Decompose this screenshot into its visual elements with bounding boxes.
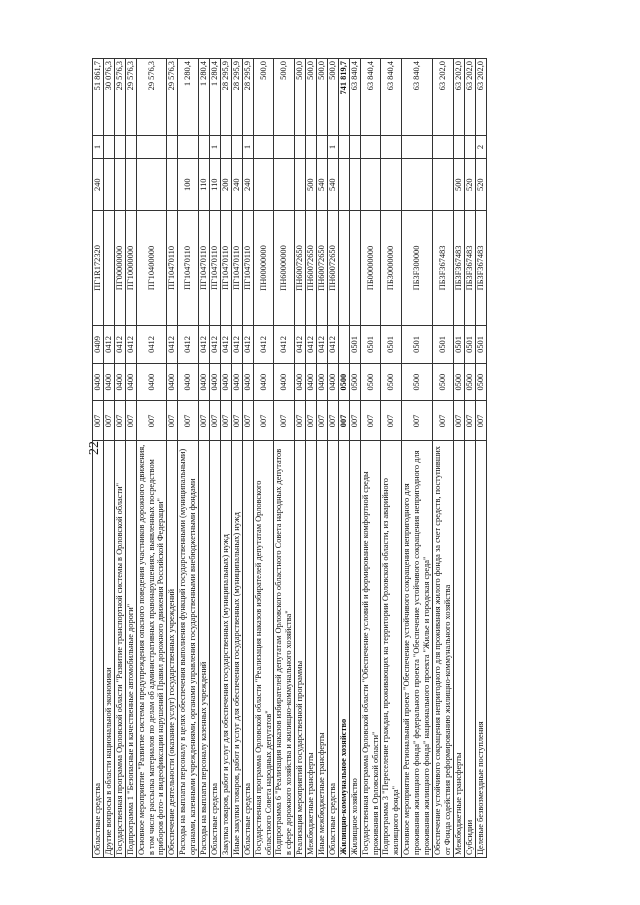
cell-admin: 007 [349, 401, 360, 441]
cell-vr: 100 [178, 159, 199, 210]
cell-sec: 0400 [306, 363, 317, 401]
cell-vr: 520 [464, 159, 475, 210]
cell-vr [433, 159, 454, 210]
cell-sub [338, 326, 349, 364]
page-number: 22 [87, 441, 102, 455]
cell-amt: 1 280,4 [178, 59, 199, 136]
cell-n1 [125, 135, 136, 159]
cell-name: Областные средства [209, 441, 220, 858]
cell-sub: 0409 [93, 326, 104, 364]
cell-sub: 0412 [306, 326, 317, 364]
cell-vr [402, 159, 433, 210]
cell-amt: 28 295,9 [242, 59, 253, 136]
table-row [317, 59, 328, 858]
cell-sec: 0400 [114, 363, 125, 401]
cell-sub: 0501 [433, 326, 454, 364]
cell-tgt [349, 210, 360, 325]
cell-vr: 520 [475, 159, 486, 210]
cell-name: Иные закупки товаров, работ и услуг для обеспечения государственных (муниципальных) нужд [231, 441, 242, 858]
cell-vr [253, 159, 274, 210]
cell-name: Подпрограмма 1 "Безопасные и качественные автомобильные дороги" [125, 441, 136, 858]
cell-sec: 0400 [317, 363, 328, 401]
cell-tgt: ПБ30000000 [381, 210, 402, 325]
cell-n1 [199, 135, 210, 159]
cell-n1 [360, 135, 381, 159]
cell-amt: 500,0 [295, 59, 306, 136]
cell-name: Подпрограмма 6 "Реализация наказов избирателей депутатам Орловского областного Совета народных депутатов в сфере дорожного хозяйства и жилищно-коммунального хозяйства" [274, 441, 295, 858]
cell-amt: 63 202,0 [453, 59, 464, 136]
cell-tgt: ПН60072650 [317, 210, 328, 325]
cell-amt: 63 202,0 [464, 59, 475, 136]
cell-name: Подпрограмма 3 "Переселение граждан, проживающих на территории Орловской области, из аварийного жилищного фонда" [381, 441, 402, 858]
cell-amt: 1 280,4 [209, 59, 220, 136]
cell-vr [103, 159, 114, 210]
cell-admin: 007 [136, 401, 167, 441]
cell-vr [338, 159, 349, 210]
budget-table [92, 58, 487, 858]
cell-n1 [231, 135, 242, 159]
cell-amt: 29 576,3 [136, 59, 167, 136]
cell-sub: 0501 [381, 326, 402, 364]
cell-n1: 1 [242, 135, 253, 159]
cell-sec: 0500 [360, 363, 381, 401]
cell-sub: 0412 [317, 326, 328, 364]
cell-name: Жилищно-коммунальное хозяйство [338, 441, 349, 858]
cell-name: Субсидии [464, 441, 475, 858]
cell-tgt: ПН60072650 [295, 210, 306, 325]
cell-name: Основное мероприятие Региональный проект "Обеспечение устойчивого сокращения непригодного для проживания жилищного фонда" федерального проекта "Обеспечение устойчивого сокращения непригодного для проживания жилищного фонда" национального проекта "Жилье и городская среда" [402, 441, 433, 858]
cell-vr [274, 159, 295, 210]
cell-sec: 0400 [93, 363, 104, 401]
cell-n1 [317, 135, 328, 159]
cell-sub: 0412 [125, 326, 136, 364]
table-row [199, 59, 210, 858]
cell-vr [295, 159, 306, 210]
cell-n1 [220, 135, 231, 159]
cell-name: Реализация мероприятий государственной программы [295, 441, 306, 858]
table-row [360, 59, 381, 858]
cell-admin: 007 [274, 401, 295, 441]
cell-sub: 0412 [167, 326, 178, 364]
cell-admin: 007 [360, 401, 381, 441]
cell-sub: 0412 [242, 326, 253, 364]
cell-sec: 0400 [199, 363, 210, 401]
cell-tgt: ПГ10400000 [136, 210, 167, 325]
cell-n1 [306, 135, 317, 159]
cell-tgt [338, 210, 349, 325]
table-row [178, 59, 199, 858]
cell-name: Обеспечение устойчивого сокращения непригодного для проживания жилого фонда за счет средств, поступивших от Фонда содействия реформированию жилищно-коммунального хозяйства [433, 441, 454, 858]
cell-amt: 63 202,0 [475, 59, 486, 136]
table-row [475, 59, 486, 858]
table-row [306, 59, 317, 858]
cell-admin: 007 [295, 401, 306, 441]
cell-n1 [433, 135, 454, 159]
table-row [125, 59, 136, 858]
table-row [209, 59, 220, 858]
cell-n1 [338, 135, 349, 159]
cell-name: Другие вопросы в области национальной экономики [103, 441, 114, 858]
cell-tgt: ПН60000000 [274, 210, 295, 325]
table-row [136, 59, 167, 858]
cell-amt: 63 840,4 [381, 59, 402, 136]
cell-name: Жилищное хозяйство [349, 441, 360, 858]
cell-name: Областные средства [242, 441, 253, 858]
cell-tgt: ПГ10470110 [231, 210, 242, 325]
cell-vr: 240 [242, 159, 253, 210]
cell-vr: 240 [93, 159, 104, 210]
cell-admin: 007 [338, 401, 349, 441]
cell-amt: 1 280,4 [199, 59, 210, 136]
cell-tgt: ПН00000000 [253, 210, 274, 325]
cell-sub: 0412 [136, 326, 167, 364]
table-row [402, 59, 433, 858]
cell-vr: 110 [209, 159, 220, 210]
cell-admin: 007 [402, 401, 433, 441]
cell-amt: 63 202,0 [433, 59, 454, 136]
table-row [327, 59, 338, 858]
table-row [453, 59, 464, 858]
cell-amt: 29 576,3 [167, 59, 178, 136]
cell-vr [360, 159, 381, 210]
cell-sub: 0412 [209, 326, 220, 364]
cell-tgt: ПГ10000000 [125, 210, 136, 325]
cell-n1 [178, 135, 199, 159]
cell-admin: 007 [306, 401, 317, 441]
cell-sub: 0412 [178, 326, 199, 364]
cell-admin: 007 [103, 401, 114, 441]
cell-n1: 1 [327, 135, 338, 159]
cell-tgt: ПБ3F367483 [464, 210, 475, 325]
cell-admin: 007 [253, 401, 274, 441]
cell-sec: 0400 [125, 363, 136, 401]
cell-name: Межбюджетные трансферты [306, 441, 317, 858]
cell-sub: 0501 [475, 326, 486, 364]
cell-admin: 007 [464, 401, 475, 441]
cell-amt: 29 576,3 [125, 59, 136, 136]
cell-sec: 0400 [231, 363, 242, 401]
cell-sec: 0400 [242, 363, 253, 401]
cell-n1 [114, 135, 125, 159]
cell-n1: 1 [209, 135, 220, 159]
table-body [93, 59, 487, 858]
cell-admin: 007 [114, 401, 125, 441]
cell-amt: 51 861,7 [93, 59, 104, 136]
cell-admin: 007 [199, 401, 210, 441]
table-row [295, 59, 306, 858]
cell-amt: 28 295,9 [231, 59, 242, 136]
table-row [381, 59, 402, 858]
cell-sub: 0412 [231, 326, 242, 364]
cell-name: Государственная программа Орловской области "Обеспечение условий и формирование комфортной среды проживания в Орловской области" [360, 441, 381, 858]
cell-n1 [464, 135, 475, 159]
cell-sec: 0500 [381, 363, 402, 401]
cell-sec: 0400 [103, 363, 114, 401]
cell-admin: 007 [209, 401, 220, 441]
cell-sec: 0400 [327, 363, 338, 401]
cell-sec: 0500 [453, 363, 464, 401]
table-row [349, 59, 360, 858]
cell-sec: 0500 [433, 363, 454, 401]
cell-sec: 0400 [178, 363, 199, 401]
cell-amt: 63 840,4 [402, 59, 433, 136]
cell-tgt: ПГ10470110 [178, 210, 199, 325]
rotated-page [92, 58, 604, 858]
cell-sec: 0400 [253, 363, 274, 401]
cell-sub: 0412 [199, 326, 210, 364]
cell-n1 [136, 135, 167, 159]
cell-sec: 0500 [402, 363, 433, 401]
cell-sec: 0500 [475, 363, 486, 401]
cell-tgt: ПГ10470110 [199, 210, 210, 325]
cell-amt: 63 840,4 [360, 59, 381, 136]
cell-admin: 007 [433, 401, 454, 441]
cell-vr: 540 [317, 159, 328, 210]
cell-sec: 0400 [167, 363, 178, 401]
cell-tgt: ПГ00000000 [114, 210, 125, 325]
cell-amt: 500,0 [306, 59, 317, 136]
cell-sub: 0412 [114, 326, 125, 364]
cell-sub: 0501 [464, 326, 475, 364]
cell-admin: 007 [178, 401, 199, 441]
cell-name: Межбюджетные трансферты [453, 441, 464, 858]
cell-tgt: ПБ3F367483 [433, 210, 454, 325]
cell-admin: 007 [327, 401, 338, 441]
cell-tgt: ПГ10470110 [242, 210, 253, 325]
cell-n1 [274, 135, 295, 159]
cell-sub: 0412 [327, 326, 338, 364]
cell-admin: 007 [453, 401, 464, 441]
cell-admin: 007 [242, 401, 253, 441]
cell-tgt: ПБ00000000 [360, 210, 381, 325]
cell-tgt: ПГ1R172320 [93, 210, 104, 325]
cell-tgt: ПН60072650 [327, 210, 338, 325]
cell-name: Областные средства [93, 441, 104, 858]
cell-n1 [349, 135, 360, 159]
cell-n1 [402, 135, 433, 159]
cell-sub: 0501 [349, 326, 360, 364]
cell-amt: 63 840,4 [349, 59, 360, 136]
cell-tgt: ПБ3F367483 [475, 210, 486, 325]
cell-admin: 007 [220, 401, 231, 441]
cell-sec: 0500 [464, 363, 475, 401]
cell-admin: 007 [231, 401, 242, 441]
cell-admin: 007 [93, 401, 104, 441]
cell-name: Областные средства [327, 441, 338, 858]
cell-sec: 0400 [136, 363, 167, 401]
cell-vr: 500 [306, 159, 317, 210]
cell-amt: 30 076,3 [103, 59, 114, 136]
cell-tgt: ПН60072650 [306, 210, 317, 325]
table-row [242, 59, 253, 858]
cell-amt: 500,0 [253, 59, 274, 136]
table-row [103, 59, 114, 858]
cell-vr [125, 159, 136, 210]
cell-tgt: ПБ3F300000 [402, 210, 433, 325]
cell-sub: 0412 [103, 326, 114, 364]
cell-vr: 200 [220, 159, 231, 210]
table-row [464, 59, 475, 858]
cell-n1 [253, 135, 274, 159]
cell-name: Расходы на выплаты персоналу казенных учреждений [199, 441, 210, 858]
cell-name: Государственная программа Орловской области "Реализация наказов избирателей депутатам Орловского областного Совета народных депутатов" [253, 441, 274, 858]
cell-name: Обеспечение деятельности (оказание услуг) государственных учреждений [167, 441, 178, 858]
table-row [114, 59, 125, 858]
table-row [231, 59, 242, 858]
table-row [338, 59, 349, 858]
cell-vr: 500 [453, 159, 464, 210]
cell-sub: 0412 [295, 326, 306, 364]
cell-sub: 0412 [253, 326, 274, 364]
cell-name: Закупка товаров, работ и услуг для обеспечения государственных (муниципальных) нужд [220, 441, 231, 858]
cell-amt: 500,0 [317, 59, 328, 136]
cell-admin: 007 [381, 401, 402, 441]
cell-name: Иные межбюджетные трансферты [317, 441, 328, 858]
cell-name: Расходы на выплаты персоналу в целях обеспечения выполнения функций государственными (муниципальными) органами, казенными учреждениями, органами управления государственными внебюджетными фондами [178, 441, 199, 858]
cell-sec: 0400 [209, 363, 220, 401]
cell-n1: 2 [475, 135, 486, 159]
cell-sub: 0501 [360, 326, 381, 364]
cell-sec: 0400 [274, 363, 295, 401]
cell-n1 [381, 135, 402, 159]
cell-name: Целевые безвозмездные поступления [475, 441, 486, 858]
cell-n1 [453, 135, 464, 159]
table-row [433, 59, 454, 858]
cell-admin: 007 [317, 401, 328, 441]
cell-amt: 29 576,3 [114, 59, 125, 136]
cell-amt: 741 819,7 [338, 59, 349, 136]
cell-sec: 0500 [349, 363, 360, 401]
table-row [274, 59, 295, 858]
cell-amt: 500,0 [327, 59, 338, 136]
cell-admin: 007 [475, 401, 486, 441]
cell-vr [381, 159, 402, 210]
cell-n1: 1 [93, 135, 104, 159]
cell-sec: 0400 [295, 363, 306, 401]
cell-tgt: ПГ10470110 [209, 210, 220, 325]
cell-sub: 0501 [453, 326, 464, 364]
cell-vr: 110 [199, 159, 210, 210]
cell-sub: 0501 [402, 326, 433, 364]
cell-sub: 0412 [220, 326, 231, 364]
cell-admin: 007 [125, 401, 136, 441]
cell-sub: 0412 [274, 326, 295, 364]
cell-vr: 240 [231, 159, 242, 210]
cell-n1 [103, 135, 114, 159]
cell-vr [349, 159, 360, 210]
cell-vr: 540 [327, 159, 338, 210]
cell-tgt: ПБ3F367483 [453, 210, 464, 325]
table-row [253, 59, 274, 858]
table-row [220, 59, 231, 858]
cell-tgt [103, 210, 114, 325]
cell-sec: 0500 [338, 363, 349, 401]
cell-tgt: ПГ10470110 [220, 210, 231, 325]
cell-vr [114, 159, 125, 210]
cell-amt: 28 295,9 [220, 59, 231, 136]
cell-amt: 500,0 [274, 59, 295, 136]
cell-n1 [295, 135, 306, 159]
cell-tgt: ПГ10470110 [167, 210, 178, 325]
cell-sec: 0400 [220, 363, 231, 401]
cell-name: Государственная программа Орловской области "Развитие транспортной системы в Орловской области" [114, 441, 125, 858]
table-row [93, 59, 104, 858]
cell-vr [167, 159, 178, 210]
cell-admin: 007 [167, 401, 178, 441]
cell-n1 [167, 135, 178, 159]
cell-vr [136, 159, 167, 210]
table-row [167, 59, 178, 858]
cell-name: Основное мероприятие "Развитие системы предупреждения опасного поведения участников дорожного движения, в том числе рассылка материалов по делам об административных правонарушениях, выявленных посредством приборов фото- и видеофиксации нарушений Правил дорожного движения Российской Федерации" [136, 441, 167, 858]
